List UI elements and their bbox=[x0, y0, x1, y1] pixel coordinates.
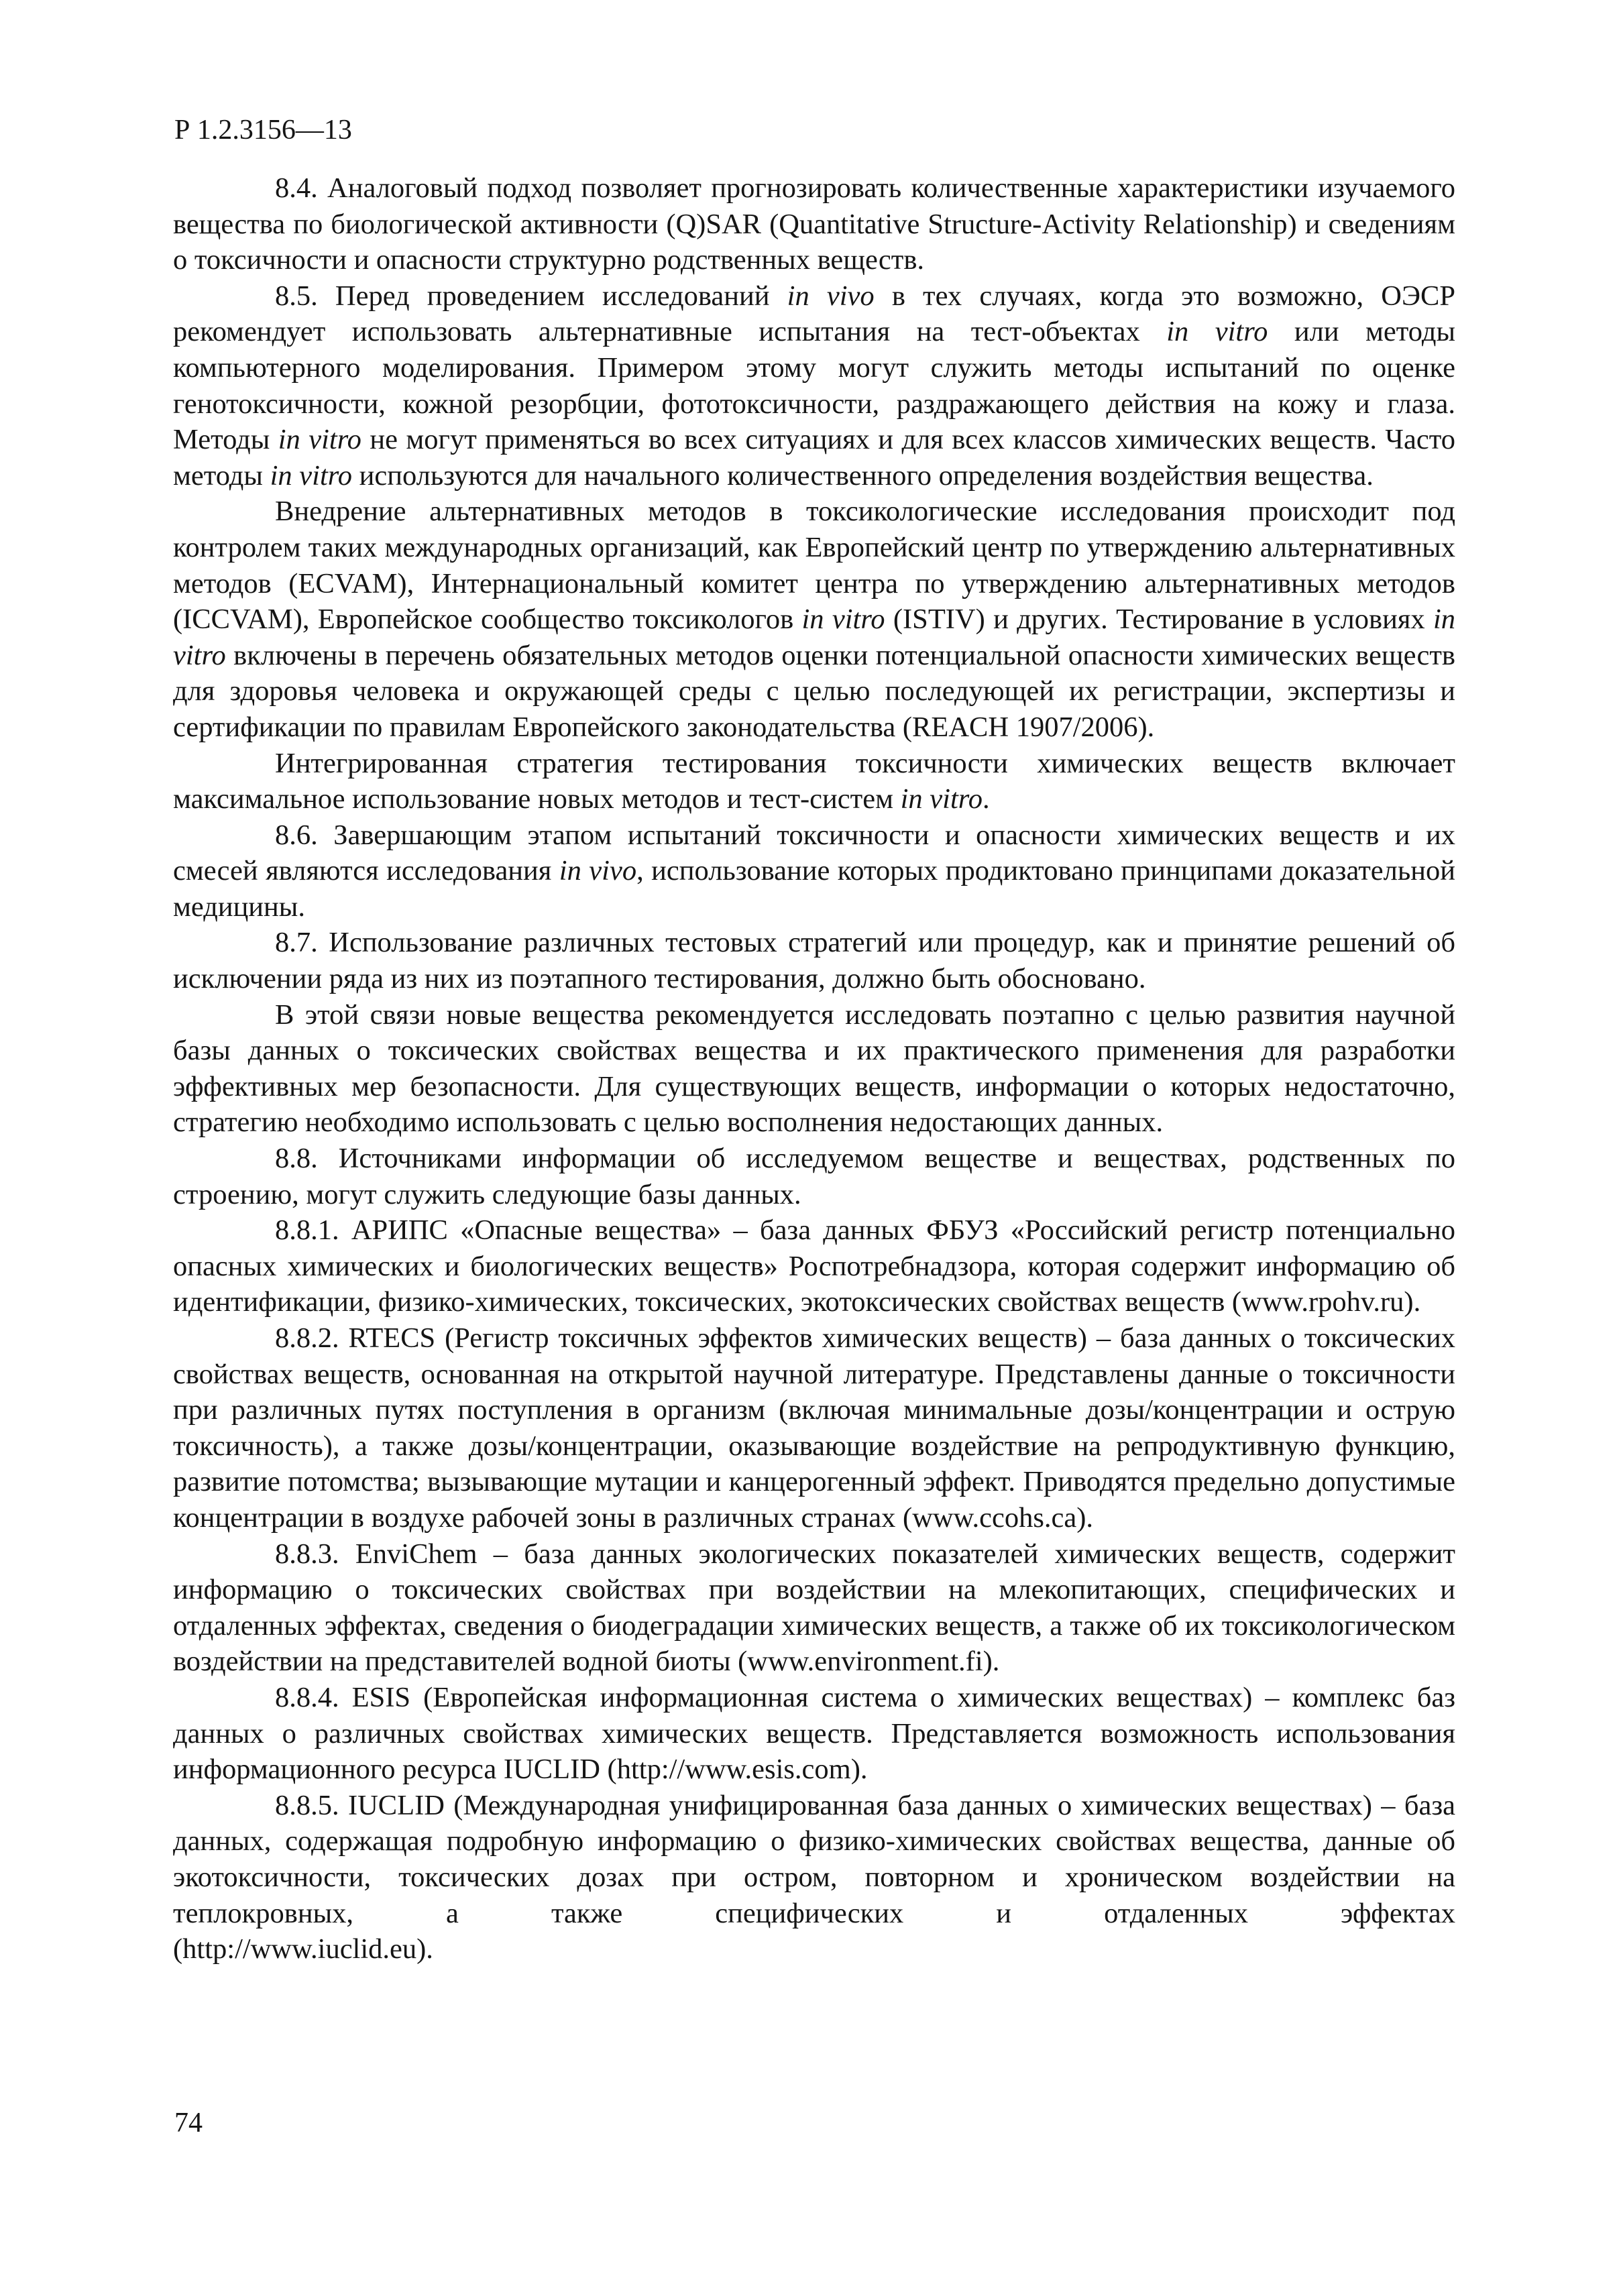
paragraph-8-8-1: 8.8.1. АРИПС «Опасные вещества» – база данных ФБУЗ «Российский регистр потенциально опасных химических и биологических веществ» Роспотребнадзора, которая содержит информацию об идентификации, физико-химических, токсических, экотоксических свойствах веществ (www.rpohv.ru). bbox=[173, 1214, 1455, 1318]
paragraph-integrated-strategy: Интегрированная стратегия тестирования токсичности химических веществ включает максимальное использование новых методов и тест-систем in vitro. bbox=[173, 747, 1455, 815]
paragraph-8-8: 8.8. Источниками информации об исследуемом веществе и веществах, родственных по строению, могут служить следующие базы данных. bbox=[173, 1143, 1455, 1210]
paragraph-8-7: 8.7. Использование различных тестовых стратегий или процедур, как и принятие решений об исключении ряда из них из поэтапного тестирования, должно быть обосновано. bbox=[173, 927, 1455, 995]
body-text bbox=[173, 170, 1455, 1967]
paragraph-8-5: 8.5. Перед проведением исследований in vivo в тех случаях, когда это возможно, ОЭСР рекомендует использовать альтернативные испытания на тест-объектах in vitro или методы компьютерного моделирования. Примером этому могут служить методы испытаний по оценке генотоксичности, кожной резорбции, фототоксичности, раздражающего действия на кожу и глаза. Методы in vitro не могут применяться во всех ситуациях и для всех классов химических веществ. Часто методы in vitro используются для начального количественного определения воздействия вещества. bbox=[173, 280, 1456, 492]
document-number-header: Р 1.2.3156—13 bbox=[174, 115, 352, 146]
paragraph-8-8-5-link: (http://www.iuclid.eu). bbox=[173, 1933, 433, 1965]
paragraph-new-substances: В этой связи новые вещества рекомендуется исследовать поэтапно с целью развития научной базы данных о токсических свойствах вещества и их практического применения для разработки эффективных мер безопасности. Для существующих веществ, информации о которых недостаточно, стратегию необходимо использовать с целью восполнения недостающих данных. bbox=[173, 998, 1455, 1139]
paragraph-alternative-methods: Внедрение альтернативных методов в токсикологические исследования происходит под контролем таких международных организаций, как Европейский центр по утверждению альтернативных методов (ECVAM), Интернациональный комитет центра по утверждению альтернативных методов (ICCVAM), Европейское сообщество токсикологов in vitro (ISTIV) и других. Тестирование в условиях in vitro включены в перечень обязательных методов оценки потенциальной опасности химических веществ для здоровья человека и окружающей среды с целью последующей их регистрации, экспертизы и сертификации по правилам Европейского законодательства (REACH 1907/2006). bbox=[173, 496, 1455, 743]
paragraph-8-8-2: 8.8.2. RTECS (Регистр токсичных эффектов химических веществ) – база данных о токсических свойствах веществ, основанная на открытой научной литературе. Представлены данные о токсичности при различных путях поступления в организм (включая минимальные дозы/концентрации и острую токсичность), а также дозы/концентрации, оказывающие воздействие на репродуктивную функцию, развитие потомства; вызывающие мутации и канцерогенный эффект. Приводятся предельно допустимые концентрации в воздухе рабочей зоны в различных странах (www.ccohs.ca). bbox=[173, 1322, 1455, 1534]
paragraph-8-6: 8.6. Завершающим этапом испытаний токсичности и опасности химических веществ и их смесей являются исследования in vivo, использование которых продиктовано принципами доказательной медицины. bbox=[173, 819, 1455, 923]
paragraph-8-4: 8.4. Аналоговый подход позволяет прогнозировать количественные характеристики изучаемого вещества по биологической активности (Q)SAR (Quantitative Structure-Activity Relationship) и сведениям о токсичности и опасности структурно родственных веществ. bbox=[173, 172, 1455, 276]
paragraph-8-8-4: 8.8.4. ESIS (Европейская информационная система о химических веществах) – комплекс баз данных о различных свойствах химических веществ. Представляется возможность использования информационного ресурса IUCLID (http://www.esis.com). bbox=[173, 1681, 1455, 1786]
paragraph-8-8-5: 8.8.5. IUCLID (Международная унифицированная база данных о химических веществах) – база данных, содержащая подробную информацию о физико-химических свойствах вещества, данные об экотоксичности, токсических дозах при остром, повторном и хроническом воздействии на теплокровных, а также специфических и отдаленных эффектах bbox=[173, 1789, 1455, 1929]
page-number: 74 bbox=[174, 2108, 203, 2138]
paragraph-8-8-3: 8.8.3. EnviChem – база данных экологических показателей химических веществ, содержит информацию о токсических свойствах при воздействии на млекопитающих, специфических и отдаленных эффектах, сведения о биодеградации химических веществ, а также об их токсикологическом воздействии на представителей водной биоты (www.environment.fi). bbox=[173, 1538, 1455, 1678]
